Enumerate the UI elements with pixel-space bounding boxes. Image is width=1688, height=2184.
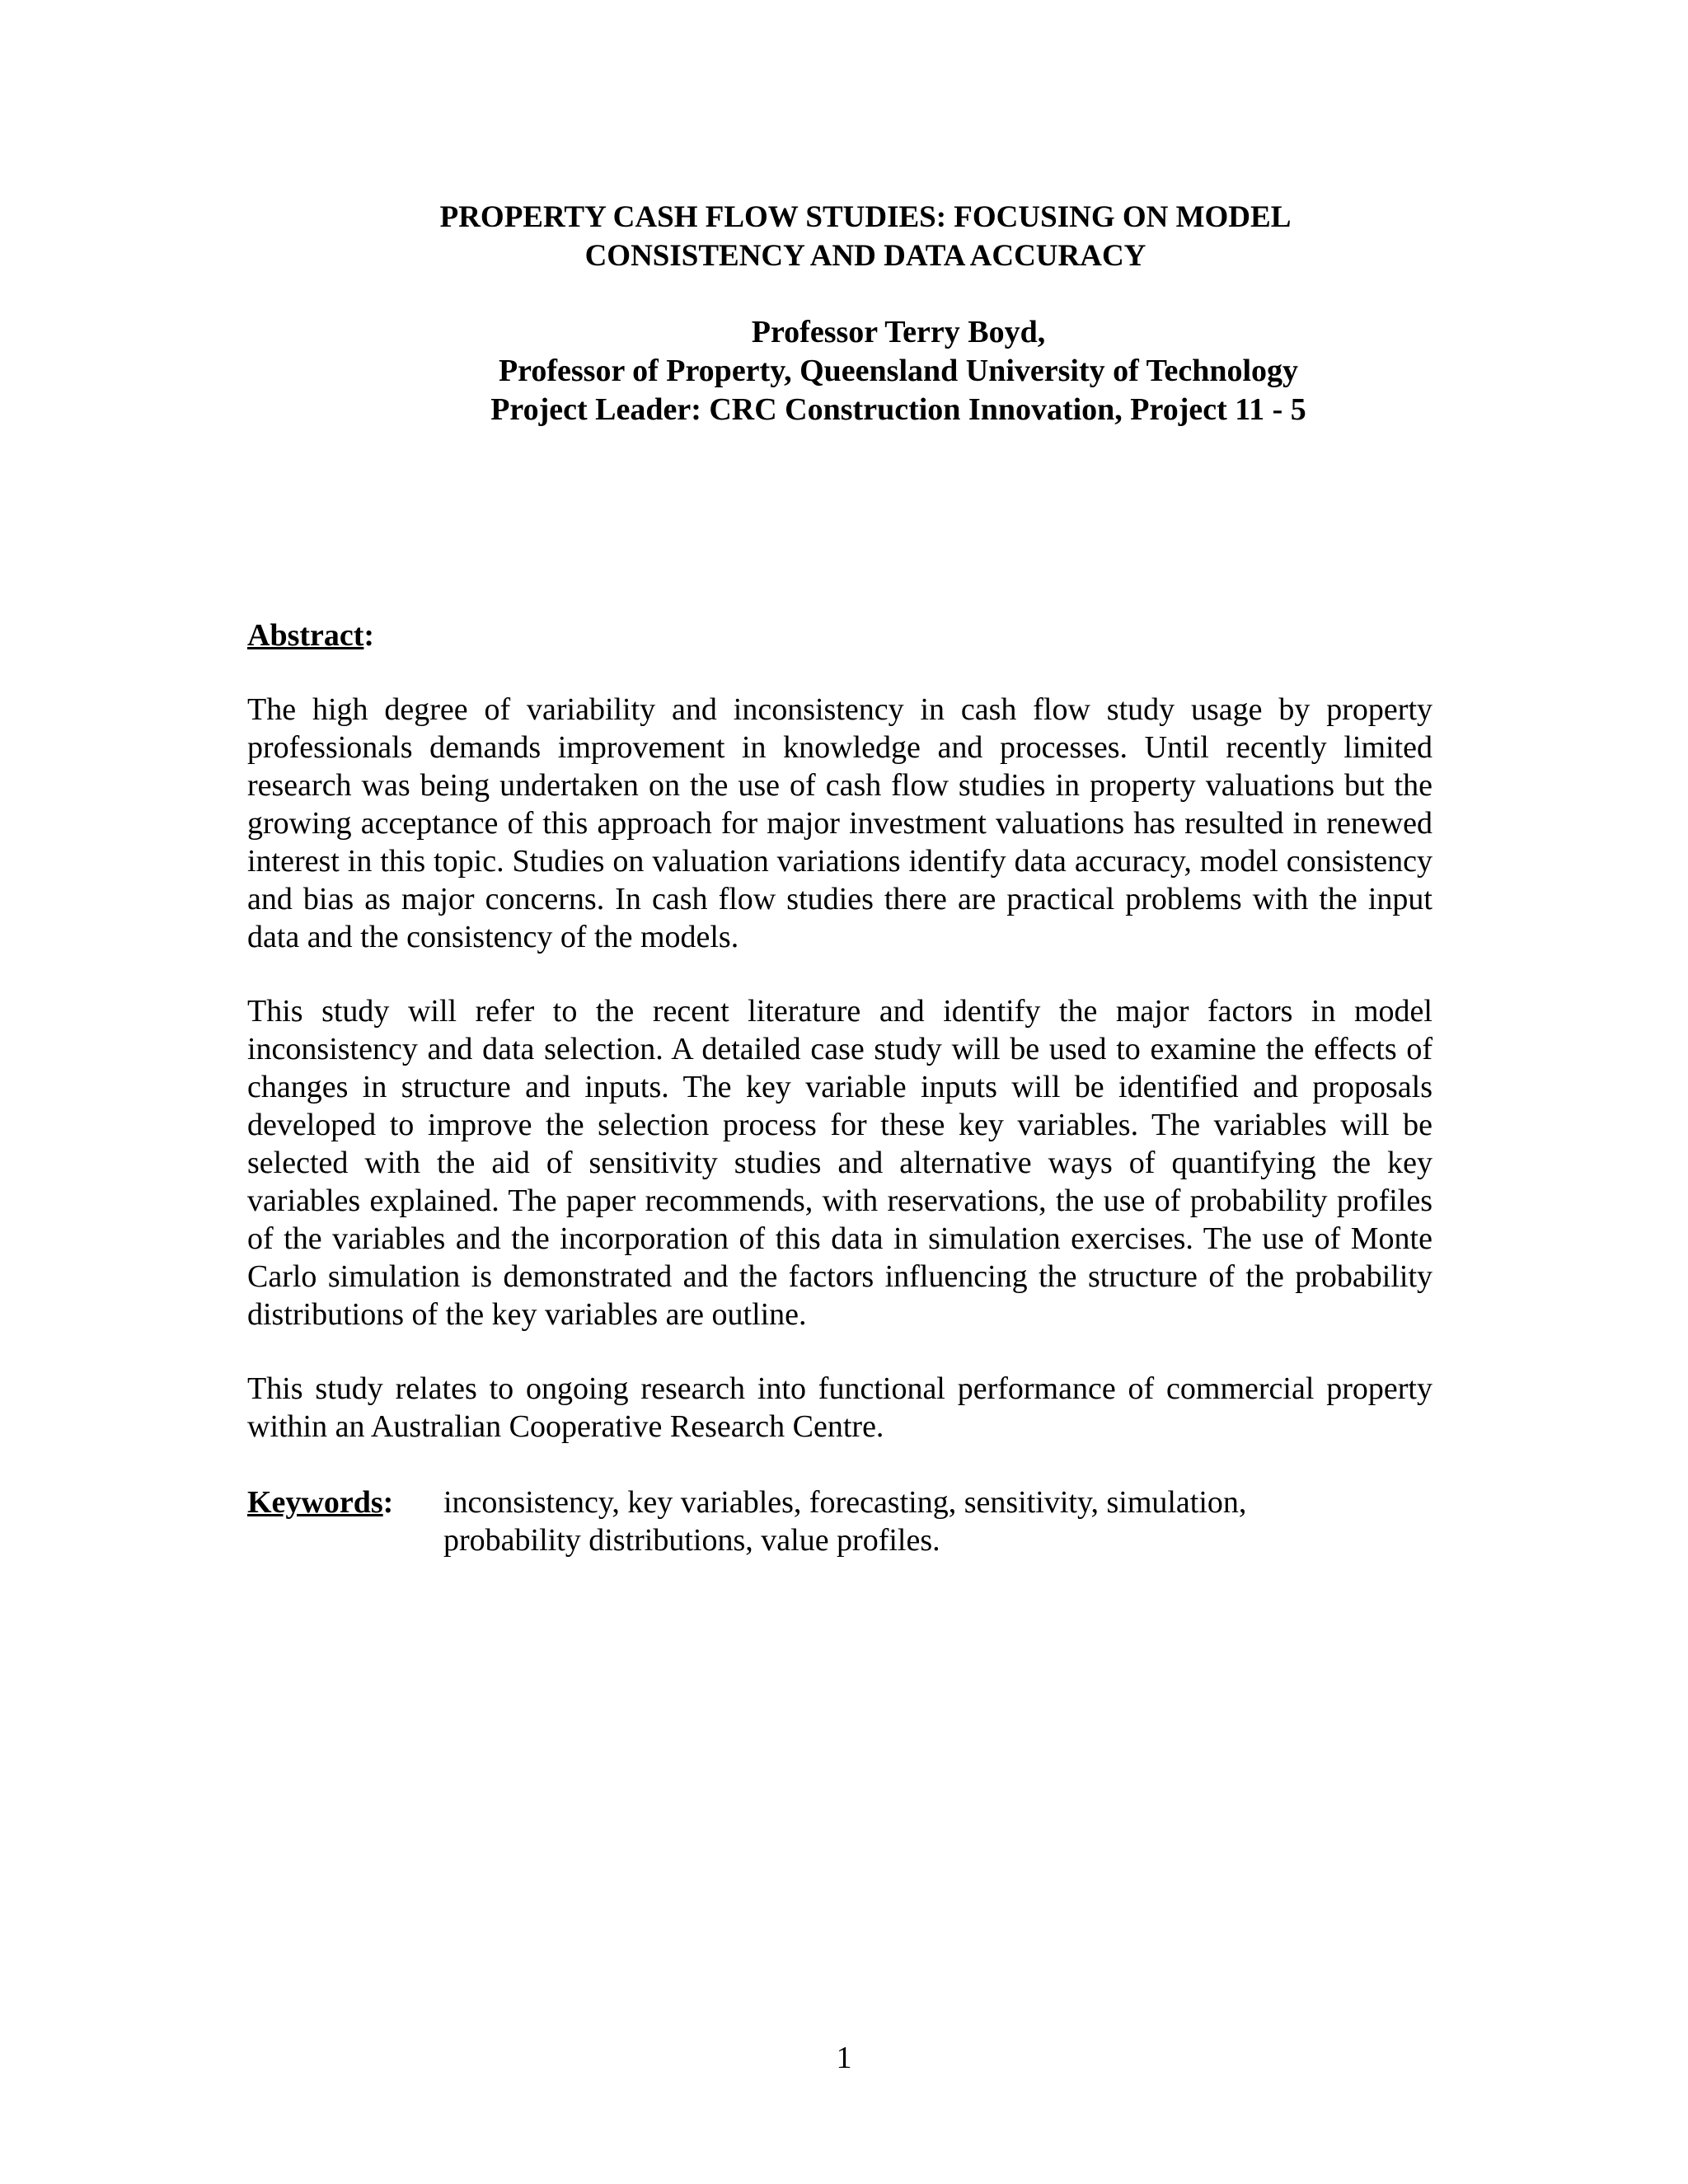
abstract-heading	[247, 616, 374, 654]
abstract-paragraph-1: The high degree of variability and inconsistency in cash flow study usage by property professionals demands improvement in knowledge and processes. Until recently limited research was being undertaken on the use of cash flow studies in property valuations but the growing acceptance of this approach for major investment valuations has resulted in renewed interest in this topic. Studies on valuation variations identify data accuracy, model consistency and bias as major concerns. In cash flow studies there are practical problems with the input data and the consistency of the models.	[247, 692, 1432, 954]
keywords-line-2: probability distributions, value profiles.	[443, 1523, 940, 1558]
title-line-2: CONSISTENCY AND DATA ACCURACY	[584, 239, 1146, 273]
keywords-list	[443, 1483, 1350, 1559]
keywords-label-colon: :	[382, 1485, 394, 1520]
abstract-heading-colon: :	[363, 618, 375, 653]
paper-title	[247, 198, 1484, 275]
abstract-paragraph-2: This study will refer to the recent literature and identify the major factors in model inconsistency and data selection. A detailed case study will be used to examine the effects of changes in structure and inputs. The key variable inputs will be identified and proposals developed to improve the selection process for these key variables. The variables will be selected with the aid of sensitivity studies and alternative ways of quantifying the key variables explained. The paper recommends, with reservations, the use of probability profiles of the variables and the incorporation of this data in simulation exercises. The use of Monte Carlo simulation is demonstrated and the factors influencing the structure of the probability distributions of the key variables are outline.	[247, 994, 1432, 1332]
author-name: Professor Terry Boyd,	[751, 315, 1046, 349]
keywords-line-1: inconsistency, key variables, forecasting, sensitivity, simulation,	[443, 1485, 1247, 1520]
title-line-1: PROPERTY CASH FLOW STUDIES: FOCUSING ON MODEL	[439, 200, 1292, 234]
abstract-heading-label: Abstract	[247, 618, 364, 653]
abstract-paragraph-3: This study relates to ongoing research into functional performance of commercial property within an Australian Cooperative Research Centre.	[247, 1371, 1432, 1444]
page-number: 1	[836, 2041, 852, 2075]
author-position: Professor of Property, Queensland University of Technology	[498, 354, 1299, 388]
author-project: Project Leader: CRC Construction Innovation, Project 11 - 5	[490, 392, 1306, 427]
keywords-label-text: Keywords	[247, 1485, 383, 1520]
author-block	[363, 313, 1434, 429]
keywords-label	[247, 1483, 393, 1521]
